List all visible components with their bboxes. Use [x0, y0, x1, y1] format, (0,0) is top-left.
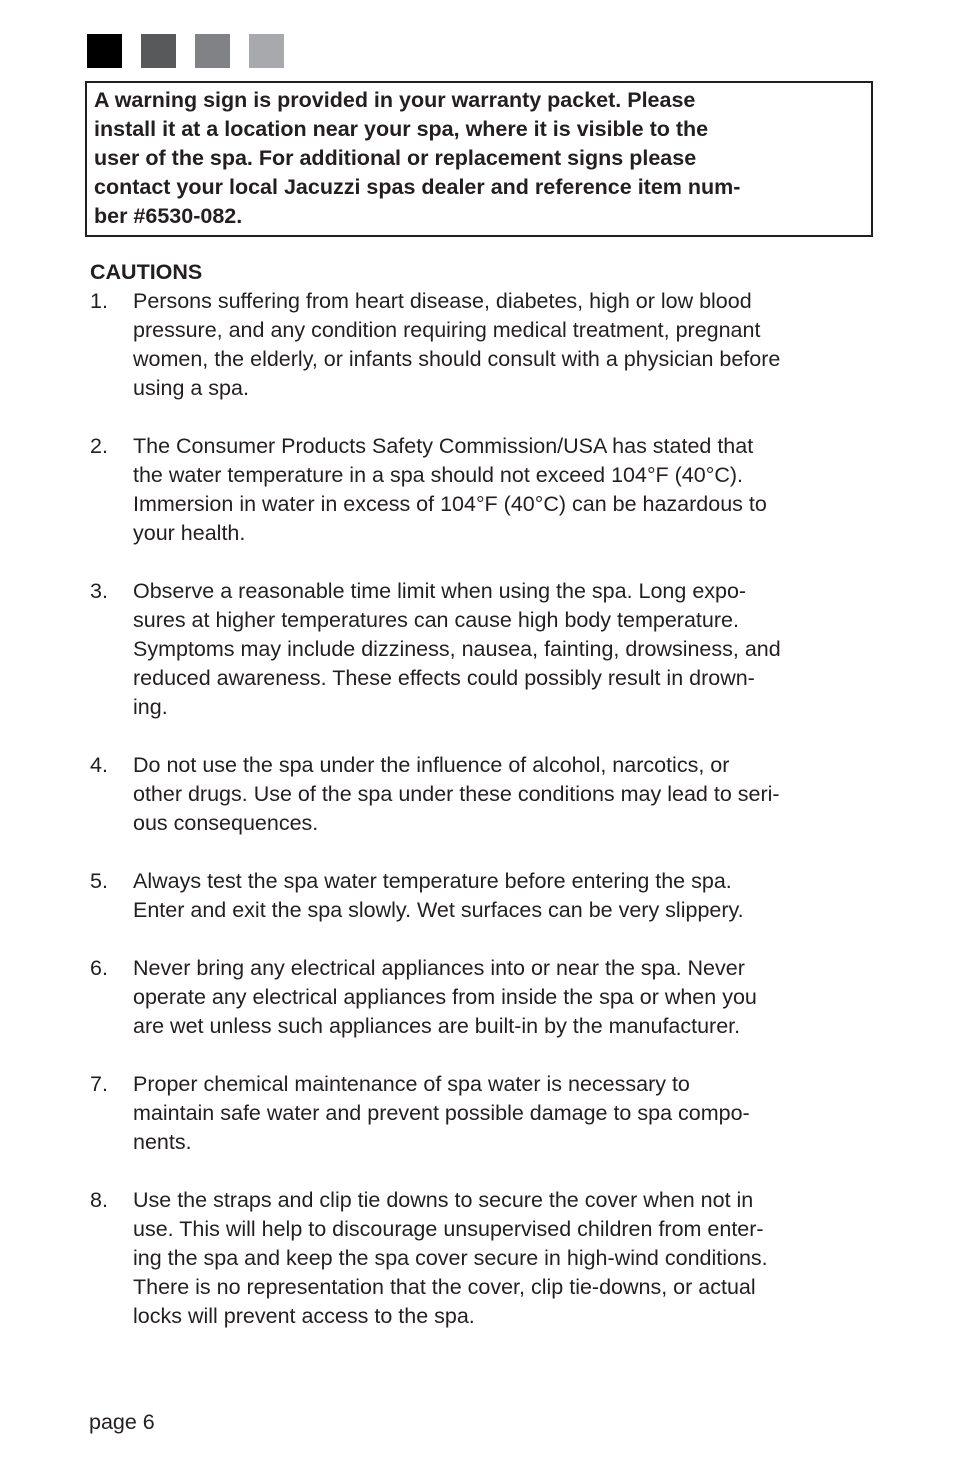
header-square-2: [141, 34, 176, 68]
caution-number: 6.: [90, 956, 108, 980]
caution-text: Persons suffering from heart disease, diabetes, high or low blood pressure, and any condition requiring medical treatment, pregnant women, the elderly, or infants should consult with a physician before using a spa.: [133, 289, 781, 400]
caution-text: Never bring any electrical appliances into or near the spa. Never operate any electrical appliances from inside the spa or when you are wet unless such appliances are built-in by the manufacturer.: [133, 956, 757, 1038]
caution-item: [90, 954, 880, 1041]
caution-number: 3.: [90, 579, 108, 603]
caution-text: Do not use the spa under the influence of alcohol, narcotics, or other drugs. Use of the spa under these conditions may lead to seri- ous consequences.: [133, 753, 780, 835]
header-squares: [87, 34, 284, 68]
header-square-4: [249, 34, 284, 68]
caution-item: [90, 1186, 880, 1331]
caution-number: 2.: [90, 434, 108, 458]
cautions-section: [90, 258, 880, 1360]
caution-item: [90, 751, 880, 838]
cautions-heading: CAUTIONS: [90, 260, 203, 284]
caution-text: Use the straps and clip tie downs to secure the cover when not in use. This will help to discourage unsupervised children from enter- ing the spa and keep the spa cover secure in high-wind conditions. There is no representation that the cover, clip tie-downs, or actual locks will prevent access to the spa.: [133, 1188, 768, 1328]
caution-item: [90, 867, 880, 925]
caution-text: Observe a reasonable time limit when using the spa. Long expo- sures at higher temperatures can cause high body temperature. Symptoms may include dizziness, nausea, fainting, drowsiness, and reduced awareness. These effects could possibly result in drown- ing.: [133, 579, 781, 719]
caution-item: [90, 1070, 880, 1157]
page-number: page 6: [89, 1410, 155, 1434]
header-square-1: [87, 34, 122, 68]
caution-number: 8.: [90, 1188, 108, 1212]
caution-item: [90, 287, 880, 403]
caution-number: 4.: [90, 753, 108, 777]
caution-text: The Consumer Products Safety Commission/USA has stated that the water temperature in a spa should not exceed 104°F (40°C). Immersion in water in excess of 104°F (40°C) can be hazardous to your health.: [133, 434, 767, 545]
caution-item: [90, 432, 880, 548]
caution-number: 7.: [90, 1072, 108, 1096]
caution-list: [90, 287, 880, 1331]
caution-item: [90, 577, 880, 722]
warning-box: A warning sign is provided in your warranty packet. Please install it at a location near your spa, where it is visible to the user of the spa. For additional or replacement signs please contact your local Jacuzzi spas dealer and reference item num- ber #6530-082.: [85, 81, 873, 237]
caution-text: Proper chemical maintenance of spa water is necessary to maintain safe water and prevent possible damage to spa compo- nents.: [133, 1072, 750, 1154]
caution-number: 5.: [90, 869, 108, 893]
header-square-3: [195, 34, 230, 68]
caution-text: Always test the spa water temperature before entering the spa. Enter and exit the spa slowly. Wet surfaces can be very slippery.: [133, 869, 744, 922]
caution-number: 1.: [90, 289, 108, 313]
